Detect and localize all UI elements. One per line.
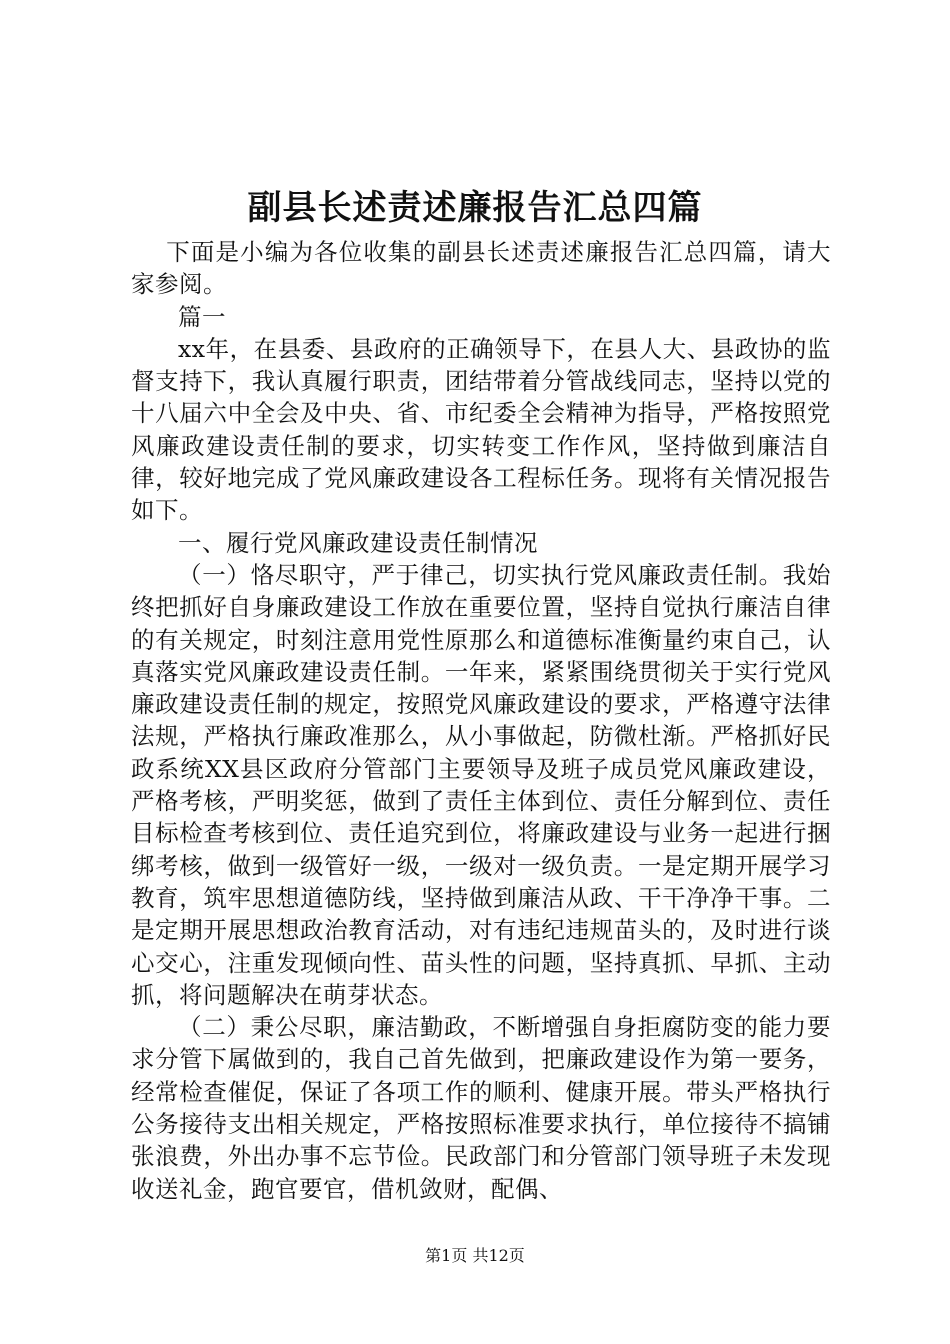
body-paragraph: （一）恪尽职守，严于律己，切实执行党风廉政责任制。我始终把抓好自身廉政建设工作放在重要位置，坚持自觉执行廉洁自律的有关规定，时刻注意用党性原那么和道德标准衡量约束自己，认真落实党风廉政建设责任制。一年来，紧紧围绕贯彻关于实行党风廉政建设责任制的规定，按照党风廉政建设的要求，严格遵守法律法规，严格执行廉政准那么，从小事做起，防微杜渐。严格抓好民政系统XX县区政府分管部门主要领导及班子成员党风廉政建设，严格考核，严明奖惩，做到了责任主体到位、责任分解到位、责任目标检查考核到位、责任追究到位，将廉政建设与业务一起进行捆绑考核，做到一级管好一级，一级对一级负责。一是定期开展学习教育，筑牢思想道德防线，坚持做到廉洁从政、干干净净干事。二是定期开展思想政治教育活动，对有违纪违规苗头的，及时进行谈心交心，注重发现倾向性、苗头性的问题，坚持真抓、早抓、主动抓，将问题解决在萌芽状态。 [131,560,831,1009]
body-paragraph: （二）秉公尽职，廉洁勤政，不断增强自身拒腐防变的能力要求分管下属做到的，我自己首先做到，把廉政建设作为第一要务，经常检查催促，保证了各项工作的顺利、健康开展。带头严格执行公务接待支出相关规定，严格按照标准要求执行，单位接待不搞铺张浪费，外出办事不忘节俭。民政部门和分管部门领导班子未发现收送礼金，跑官要官，借机敛财，配偶、 [131,1013,831,1203]
body-paragraph: xx年，在县委、县政府的正确领导下，在县人大、县政协的监督支持下，我认真履行职责，团结带着分管战线同志，坚持以党的十八届六中全会及中央、省、市纪委全会精神为指导，严格按照党风廉政建设责任制的要求，切实转变工作作风，坚持做到廉洁自律，较好地完成了党风廉政建设各工程标任务。现将有关情况报告如下。 [131,334,831,525]
section-heading: 一、履行党风廉政建设责任制情况 [178,528,538,557]
intro-paragraph: 下面是小编为各位收集的副县长述责述廉报告汇总四篇，请大家参阅。 [131,238,831,299]
page-footer: 第1页 共12页 [425,1246,525,1265]
document-title: 副县长述责述廉报告汇总四篇 [247,188,703,228]
document-body [131,236,831,1205]
section-heading-part-one: 篇一 [178,302,226,331]
